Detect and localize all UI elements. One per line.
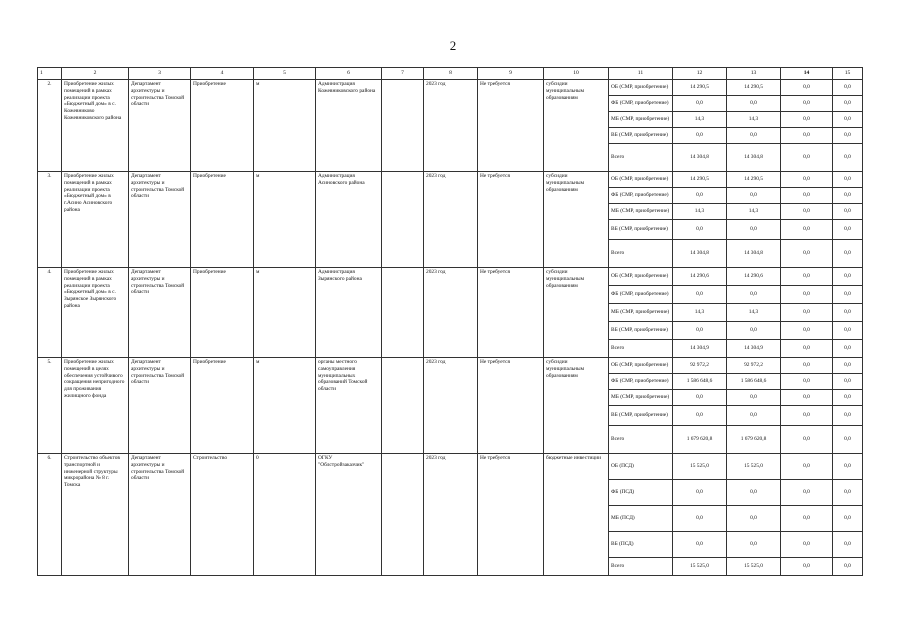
expertise-status: Не требуется: [478, 358, 544, 454]
executor: органы местного самоуправления муниципальных образований Томской области: [316, 358, 382, 454]
amount-c13: 0,0: [727, 286, 781, 304]
financing-form: субсидии муниципальным образованиям: [544, 268, 609, 358]
amount-c13: 0,0: [727, 96, 781, 112]
funding-source: МБ (СМР, приобретение): [609, 204, 673, 220]
amount-c13: 14,3: [727, 304, 781, 322]
amount-c13: 15 525,0: [727, 454, 781, 480]
financing-form: субсидии муниципальным образованиям: [544, 358, 609, 454]
amount-c12: 0,0: [673, 322, 727, 340]
executor: Администрация Зырянского района: [316, 268, 382, 358]
amount-c13: 0,0: [727, 480, 781, 506]
funding-source: ФБ (СМР, приобретение): [609, 374, 673, 390]
funding-source: МБ (СМР, приобретение): [609, 112, 673, 128]
amount-c15: 0,0: [833, 358, 863, 374]
amount-c14: 0,0: [781, 112, 833, 128]
amount-c13: 14 304,8: [727, 144, 781, 172]
funding-source: МБ (СМР, приобретение): [609, 304, 673, 322]
object-name: Приобретение жилых помещений в рамках реализации проекта «Бюджетный дом» в с. Зырянское Зырянского района: [62, 268, 129, 358]
amount-c15: 0,0: [833, 480, 863, 506]
funding-source: МБ (СМР, приобретение): [609, 390, 673, 406]
financing-form: бюджетные инвестиции: [544, 454, 609, 576]
column-number: 8: [424, 68, 478, 80]
amount-c14: 0,0: [781, 188, 833, 204]
implementation-year: 2023 год: [424, 268, 478, 358]
amount-c14: 0,0: [781, 558, 833, 576]
expertise-status: Не требуется: [478, 454, 544, 576]
amount-c15: 0,0: [833, 220, 863, 240]
amount-c13: 0,0: [727, 390, 781, 406]
program-table: [37, 67, 863, 576]
funding-source: ФБ (СМР, приобретение): [609, 96, 673, 112]
implementation-year: 2023 год: [424, 358, 478, 454]
amount-c12: 0,0: [673, 96, 727, 112]
capacity-unit: 0: [254, 454, 316, 576]
amount-c13: 14 290,6: [727, 268, 781, 286]
funding-source: Всего: [609, 558, 673, 576]
column-number: 4: [191, 68, 254, 80]
executor: Администрация Кожевниковского района: [316, 80, 382, 172]
amount-c12: 0,0: [673, 286, 727, 304]
amount-c13: 0,0: [727, 128, 781, 144]
capacity-unit: м: [254, 80, 316, 172]
funding-source: ФБ (ПСД): [609, 480, 673, 506]
amount-c12: 0,0: [673, 406, 727, 426]
column-number-row: [38, 68, 863, 80]
amount-c12: 15 525,0: [673, 454, 727, 480]
amount-c12: 14 290,5: [673, 80, 727, 96]
amount-c14: 0,0: [781, 322, 833, 340]
column-number: 5: [254, 68, 316, 80]
expertise-status: Не требуется: [478, 80, 544, 172]
column-number: 6: [316, 68, 382, 80]
column-7-empty: [382, 80, 424, 172]
amount-c12: 14 290,5: [673, 172, 727, 188]
funding-source: ВБ (СМР, приобретение): [609, 128, 673, 144]
amount-c13: 15 525,0: [727, 558, 781, 576]
amount-c15: 0,0: [833, 172, 863, 188]
funding-source: ОБ (ПСД): [609, 454, 673, 480]
column-number: 11: [609, 68, 673, 80]
column-number: 14: [781, 68, 833, 80]
amount-c13: 0,0: [727, 220, 781, 240]
column-number: 1: [38, 68, 62, 80]
capacity-unit: м: [254, 268, 316, 358]
funding-source: ОБ (СМР, приобретение): [609, 80, 673, 96]
amount-c15: 0,0: [833, 426, 863, 454]
funding-source: Всего: [609, 240, 673, 268]
amount-c15: 0,0: [833, 532, 863, 558]
amount-c12: 0,0: [673, 220, 727, 240]
capacity-unit: м: [254, 358, 316, 454]
funding-source: Всего: [609, 144, 673, 172]
funding-source: ФБ (СМР, приобретение): [609, 188, 673, 204]
work-type: Приобретение: [191, 358, 254, 454]
column-number: 7: [382, 68, 424, 80]
amount-c15: 0,0: [833, 406, 863, 426]
amount-c15: 0,0: [833, 128, 863, 144]
column-number: 12: [673, 68, 727, 80]
amount-c14: 0,0: [781, 374, 833, 390]
column-7-empty: [382, 454, 424, 576]
column-number: 10: [544, 68, 609, 80]
implementation-year: 2023 год: [424, 172, 478, 268]
amount-c14: 0,0: [781, 96, 833, 112]
implementation-year: 2023 год: [424, 80, 478, 172]
amount-c12: 14,3: [673, 112, 727, 128]
amount-c14: 0,0: [781, 390, 833, 406]
amount-c13: 14 304,8: [727, 240, 781, 268]
work-type: Строительство: [191, 454, 254, 576]
amount-c15: 0,0: [833, 454, 863, 480]
amount-c12: 14,3: [673, 304, 727, 322]
table-row: [38, 80, 863, 96]
expertise-status: Не требуется: [478, 172, 544, 268]
amount-c13: 14 304,9: [727, 340, 781, 358]
financing-form: субсидии муниципальным образованиям: [544, 172, 609, 268]
amount-c13: 14,3: [727, 112, 781, 128]
column-number: 9: [478, 68, 544, 80]
object-name: Приобретение жилых помещений в рамках реализации проекта «Бюджетный дом» в с. Кожевниково Кожевниковского района: [62, 80, 129, 172]
amount-c14: 0,0: [781, 240, 833, 268]
object-name: Приобретение жилых помещений в рамках реализации проекта «Бюджетный дом» в г.Асино Асиновского района: [62, 172, 129, 268]
amount-c12: 1 679 620,8: [673, 426, 727, 454]
amount-c14: 0,0: [781, 286, 833, 304]
amount-c13: 92 972,2: [727, 358, 781, 374]
table-row: [38, 172, 863, 188]
table-row: [38, 358, 863, 374]
amount-c15: 0,0: [833, 188, 863, 204]
amount-c14: 0,0: [781, 358, 833, 374]
amount-c14: 0,0: [781, 506, 833, 532]
amount-c14: 0,0: [781, 220, 833, 240]
table-row: [38, 454, 863, 480]
amount-c15: 0,0: [833, 304, 863, 322]
amount-c14: 0,0: [781, 304, 833, 322]
amount-c12: 14 290,6: [673, 268, 727, 286]
amount-c13: 0,0: [727, 188, 781, 204]
amount-c14: 0,0: [781, 532, 833, 558]
amount-c15: 0,0: [833, 268, 863, 286]
amount-c12: 92 972,2: [673, 358, 727, 374]
responsible-body: Департамент архитектуры и строительства Томской области: [129, 454, 191, 576]
amount-c12: 0,0: [673, 128, 727, 144]
funding-source: ВБ (СМР, приобретение): [609, 322, 673, 340]
funding-source: ВБ (СМР, приобретение): [609, 406, 673, 426]
amount-c13: 14,3: [727, 204, 781, 220]
implementation-year: 2023 год: [424, 454, 478, 576]
amount-c12: 14,3: [673, 204, 727, 220]
funding-source: Всего: [609, 340, 673, 358]
amount-c13: 0,0: [727, 406, 781, 426]
amount-c13: 0,0: [727, 322, 781, 340]
amount-c14: 0,0: [781, 80, 833, 96]
row-number: 2.: [38, 80, 62, 172]
row-number: 6.: [38, 454, 62, 576]
amount-c14: 0,0: [781, 340, 833, 358]
funding-source: ФБ (СМР, приобретение): [609, 286, 673, 304]
amount-c12: 14 304,9: [673, 340, 727, 358]
amount-c12: 15 525,0: [673, 558, 727, 576]
funding-source: ВБ (ПСД): [609, 532, 673, 558]
funding-source: Всего: [609, 426, 673, 454]
amount-c12: 0,0: [673, 188, 727, 204]
row-number: 4.: [38, 268, 62, 358]
amount-c14: 0,0: [781, 172, 833, 188]
amount-c14: 0,0: [781, 268, 833, 286]
amount-c14: 0,0: [781, 128, 833, 144]
amount-c15: 0,0: [833, 390, 863, 406]
column-number: 2: [62, 68, 129, 80]
column-7-empty: [382, 268, 424, 358]
responsible-body: Департамент архитектуры и строительства Томской области: [129, 358, 191, 454]
amount-c12: 1 586 648,6: [673, 374, 727, 390]
amount-c15: 0,0: [833, 112, 863, 128]
funding-source: ОБ (СМР, приобретение): [609, 172, 673, 188]
amount-c15: 0,0: [833, 144, 863, 172]
funding-source: МБ (ПСД): [609, 506, 673, 532]
amount-c15: 0,0: [833, 96, 863, 112]
row-number: 5.: [38, 358, 62, 454]
amount-c15: 0,0: [833, 286, 863, 304]
work-type: Приобретение: [191, 268, 254, 358]
amount-c14: 0,0: [781, 204, 833, 220]
amount-c15: 0,0: [833, 80, 863, 96]
page-number: 2: [449, 38, 457, 53]
amount-c12: 0,0: [673, 390, 727, 406]
amount-c13: 1 586 648,6: [727, 374, 781, 390]
responsible-body: Департамент архитектуры и строительства Томской области: [129, 268, 191, 358]
amount-c13: 0,0: [727, 506, 781, 532]
amount-c12: 0,0: [673, 506, 727, 532]
amount-c15: 0,0: [833, 340, 863, 358]
amount-c14: 0,0: [781, 426, 833, 454]
responsible-body: Департамент архитектуры и строительства Томской области: [129, 172, 191, 268]
amount-c15: 0,0: [833, 322, 863, 340]
funding-source: ВБ (СМР, приобретение): [609, 220, 673, 240]
amount-c15: 0,0: [833, 374, 863, 390]
amount-c12: 14 304,8: [673, 240, 727, 268]
amount-c13: 14 290,5: [727, 172, 781, 188]
amount-c12: 0,0: [673, 480, 727, 506]
column-7-empty: [382, 358, 424, 454]
row-number: 3.: [38, 172, 62, 268]
column-number: 13: [727, 68, 781, 80]
amount-c15: 0,0: [833, 204, 863, 220]
amount-c14: 0,0: [781, 406, 833, 426]
amount-c14: 0,0: [781, 144, 833, 172]
executor: ОГКУ "Облстройзаказчик": [316, 454, 382, 576]
work-type: Приобретение: [191, 80, 254, 172]
object-name: Приобретение жилых помещений в целях обеспечения устойчивого сокращения непригодного для проживания жилищного фонда: [62, 358, 129, 454]
object-name: Строительство объектов транспортной и инженерной структуры микрорайона № 8 г. Томска: [62, 454, 129, 576]
amount-c14: 0,0: [781, 454, 833, 480]
amount-c13: 1 679 620,8: [727, 426, 781, 454]
amount-c14: 0,0: [781, 480, 833, 506]
amount-c15: 0,0: [833, 558, 863, 576]
funding-source: ОБ (СМР, приобретение): [609, 358, 673, 374]
column-7-empty: [382, 172, 424, 268]
column-number: 15: [833, 68, 863, 80]
executor: Администрация Асиновского района: [316, 172, 382, 268]
amount-c13: 14 290,5: [727, 80, 781, 96]
responsible-body: Департамент архитектуры и строительства Томской области: [129, 80, 191, 172]
work-type: Приобретение: [191, 172, 254, 268]
amount-c12: 0,0: [673, 532, 727, 558]
amount-c13: 0,0: [727, 532, 781, 558]
expertise-status: Не требуется: [478, 268, 544, 358]
column-number: 3: [129, 68, 191, 80]
amount-c15: 0,0: [833, 506, 863, 532]
financing-form: субсидии муниципальным образованиям: [544, 80, 609, 172]
table-row: [38, 268, 863, 286]
amount-c12: 14 304,8: [673, 144, 727, 172]
funding-source: ОБ (СМР, приобретение): [609, 268, 673, 286]
capacity-unit: м: [254, 172, 316, 268]
amount-c15: 0,0: [833, 240, 863, 268]
